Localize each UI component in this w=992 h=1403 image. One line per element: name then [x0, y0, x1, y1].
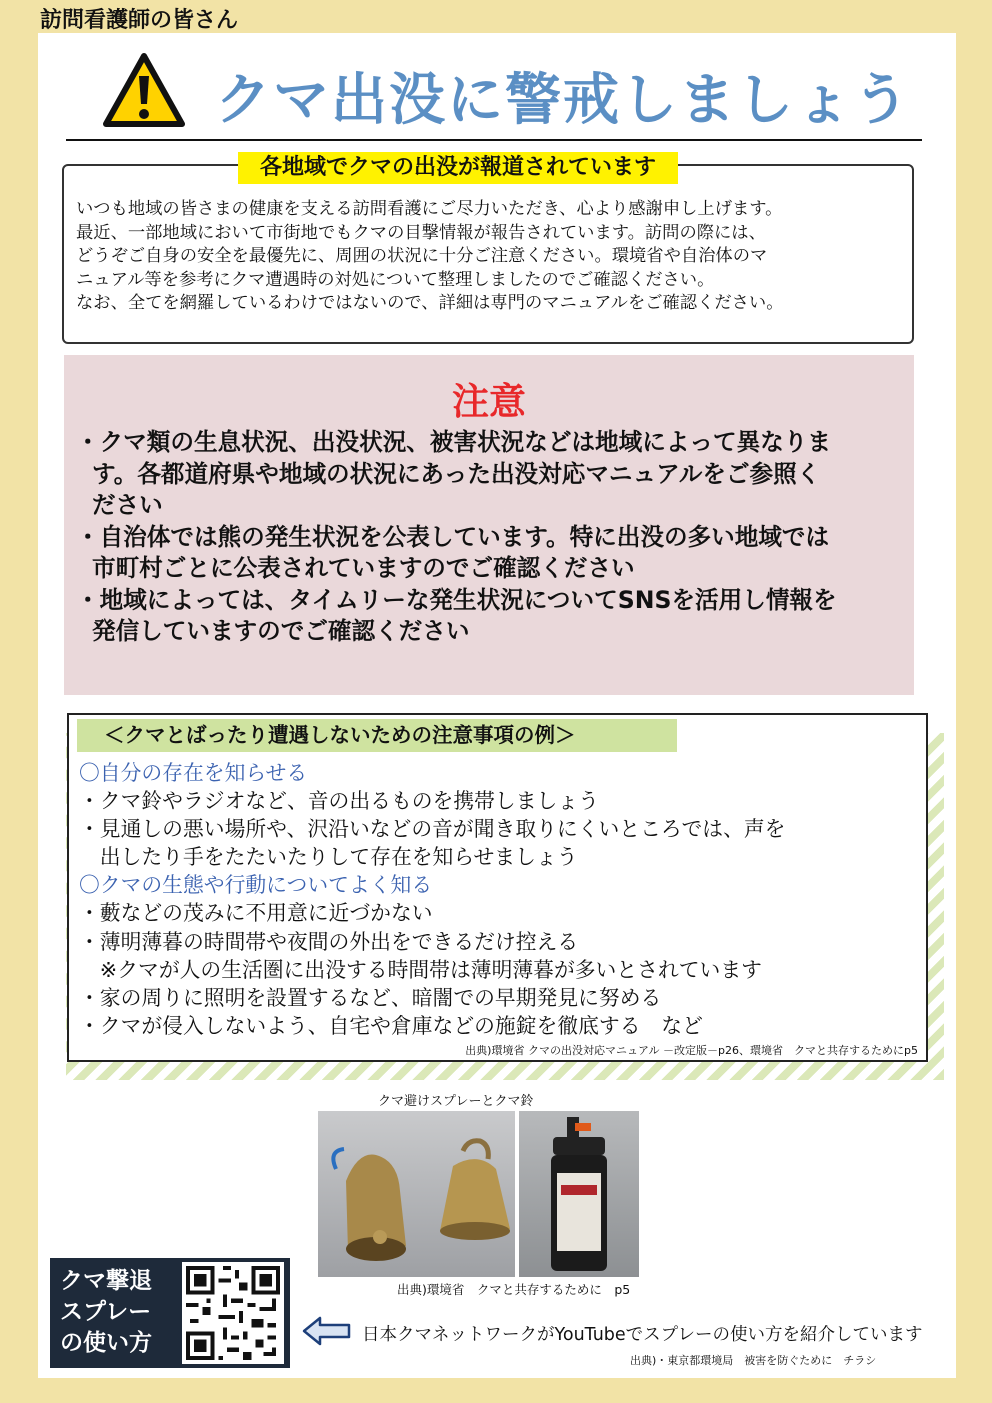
tips-source: 出典)環境省 クマの出没対応マニュアル －改定版－p26、環境省 クマと共存するためにp5	[465, 1044, 918, 1057]
intro-text	[76, 198, 916, 316]
caution-title: 注意	[452, 380, 526, 423]
audience-label: 訪問看護師の皆さん	[40, 8, 239, 33]
bell-icon	[318, 1111, 515, 1277]
tips-item: ・藪などの茂みに不用意に近づかない	[79, 901, 433, 926]
caution-list	[76, 427, 837, 648]
tips-section-heading: 〇クマの生態や行動についてよく知る	[79, 873, 433, 898]
intro-heading: 各地域でクマの出没が報道されています	[238, 152, 678, 184]
title-divider	[66, 139, 922, 141]
tips-item: ・家の周りに照明を設置するなど、暗闇での早期発見に努める	[79, 985, 662, 1010]
intro-line: 最近、一部地域において市街地でもクマの目撃情報が報告されています。訪問の際には、	[76, 222, 766, 243]
tips-item: ・クマ鈴やラジオなど、音の出るものを携帯しましょう	[79, 789, 599, 814]
caution-item: ・クマ類の生息状況、出没状況、被害状況などは地域によって異なりま す。各都道府県や地域の状況にあった出没対応マニュアルをご参照く ださい	[76, 428, 831, 519]
youtube-info-text: 日本クマネットワークがYouTubeでスプレーの使い方を紹介しています	[362, 1325, 923, 1345]
tips-item: 出したり手をたたいたりして存在を知らせましょう	[79, 845, 578, 870]
qr-code-icon[interactable]	[182, 1262, 284, 1364]
intro-line: なお、全てを網羅しているわけではないので、詳細は専門のマニュアルをご確認ください。	[76, 293, 784, 314]
photo-source: 出典)環境省 クマと共存するために p5	[397, 1282, 631, 1297]
tips-item: ・クマが侵入しないよう、自宅や倉庫などの施錠を徹底する など	[79, 1013, 703, 1038]
caution-panel	[64, 355, 914, 695]
tips-section-heading: 〇自分の存在を知らせる	[79, 761, 308, 785]
warning-triangle-icon	[102, 52, 186, 128]
spray-qr-card[interactable]	[50, 1258, 290, 1368]
page-title: クマ出没に警戒しましょう	[215, 68, 911, 133]
footer-source: 出典)・東京都環境局 被害を防ぐために チラシ	[630, 1354, 877, 1367]
caution-item: ・自治体では熊の発生状況を公表しています。特に出没の多い地域では 市町村ごとに公表されていますのでご確認ください	[76, 522, 830, 582]
qr-pattern	[182, 1262, 284, 1364]
tips-box	[67, 713, 928, 1062]
photo-caption: クマ避けスプレーとクマ鈴	[378, 1094, 534, 1109]
qr-label: クマ撃退 スプレー の使い方	[60, 1268, 152, 1356]
caution-item: ・地域によっては、タイムリーな発生状況についてSNSを活用し情報を 発信していますのでご確認ください	[76, 585, 837, 645]
intro-line: どうぞご自身の安全を最優先に、周囲の状況に十分ご注意ください。環境省や自治体のマ	[76, 246, 768, 267]
tips-body	[79, 759, 785, 1040]
spray-can-icon	[519, 1111, 639, 1277]
intro-line: ニュアル等を参考にクマ遭遇時の対処について整理しましたのでご確認ください。	[76, 269, 715, 290]
intro-line: いつも地域の皆さまの健康を支える訪問看護にご尽力いただき、心より感謝申し上げます。	[76, 199, 783, 219]
tips-item: ※クマが人の生活圏に出没する時間帯は薄明薄暮が多いとされています	[79, 957, 762, 982]
tips-item: ・薄明薄暮の時間帯や夜間の外出をできるだけ控える	[79, 929, 579, 954]
bear-bells-photo	[318, 1111, 515, 1277]
bear-spray-photo	[519, 1111, 639, 1277]
tips-heading: ＜クマとばったり遭遇しないための注意事項の例＞	[77, 719, 677, 752]
left-arrow-icon	[302, 1316, 352, 1346]
tips-item: ・見通しの悪い場所や、沢沿いなどの音が聞き取りにくいところでは、声を	[79, 817, 786, 842]
